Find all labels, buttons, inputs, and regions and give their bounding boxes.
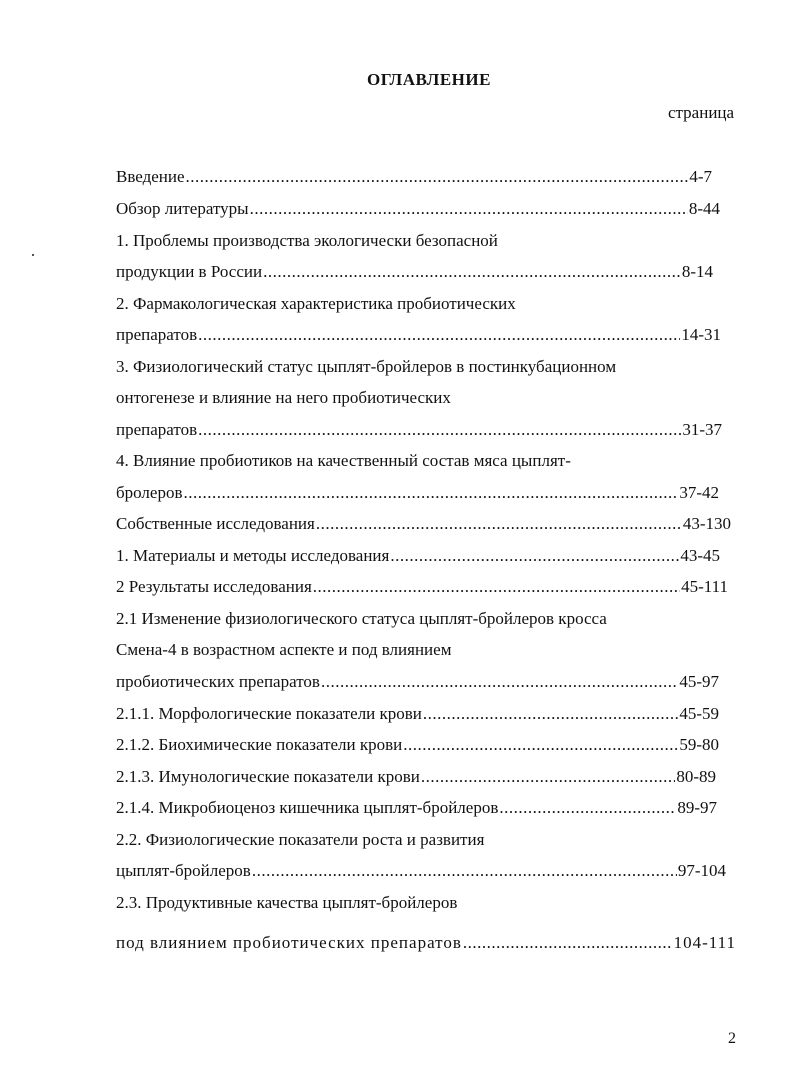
leader-dots	[321, 671, 678, 693]
leader-dots	[421, 766, 675, 788]
toc-entry-section-2	[116, 324, 721, 346]
toc-entry-text: 2.1.2. Биохимические показатели крови	[116, 735, 403, 754]
toc-entry-section-2-2	[116, 860, 726, 882]
leader-dots	[463, 932, 673, 954]
toc-entry-line: 2.1 Изменение физиологического статуса цыплят-бройлеров кросса	[116, 609, 607, 628]
toc-entry-pages: 31-37	[682, 420, 722, 439]
leader-dots	[263, 261, 681, 283]
leader-dots	[198, 419, 681, 441]
toc-entry-section-2-1-3	[116, 766, 716, 788]
toc-entry-section-2-1	[116, 671, 719, 693]
toc-entry-text: бролеров	[116, 483, 183, 502]
toc-entry-text: препаратов	[116, 420, 198, 439]
toc-entry-text: 2.1.3. Имунологические показатели крови	[116, 767, 420, 786]
toc-entry-section-4	[116, 482, 719, 504]
toc-entry-pages: 43-45	[680, 546, 720, 565]
toc-entry-line: 3. Физиологический статус цыплят-бройлеров в постинкубационном	[116, 357, 617, 376]
toc-entry-results	[116, 576, 728, 598]
toc-entry-pages: 8-14	[681, 262, 713, 281]
toc-entry-pages: 43-130	[682, 514, 731, 533]
leader-dots	[250, 198, 688, 220]
toc-entry-text: 2.1.4. Микробиоценоз кишечника цыплят-бройлеров	[116, 798, 499, 817]
toc-entry-text: продукции в России	[116, 262, 263, 281]
toc-entry-literature-review	[116, 198, 720, 220]
toc-entry-pages: 59-80	[679, 735, 719, 754]
toc-entry-text: пробиотических препаратов	[116, 672, 320, 691]
leader-dots	[183, 482, 678, 504]
toc-entry-text: Собственные исследования	[116, 514, 315, 533]
toc-entry-text: под влиянием пробиотических препаратов	[116, 933, 462, 952]
toc-entry-line: 4. Влияние пробиотиков на качественный состав мяса цыплят-	[116, 451, 571, 470]
toc-entry-pages: 97-104	[677, 861, 726, 880]
toc-entry-pages: 104-111	[673, 933, 736, 952]
toc-entry-line: 2.2. Физиологические показатели роста и развития	[116, 830, 485, 849]
toc-entry-line: 1. Проблемы производства экологически безопасной	[116, 231, 498, 250]
toc-entry-materials-methods	[116, 545, 720, 567]
toc-entry-text: препаратов	[116, 325, 198, 344]
leader-dots	[499, 797, 676, 819]
leader-dots	[423, 703, 678, 725]
leader-dots	[186, 166, 689, 188]
leader-dots	[316, 513, 682, 535]
leader-dots	[390, 545, 679, 567]
toc-entry-pages: 89-97	[677, 798, 717, 817]
toc-entry-text: 2 Результаты исследования	[116, 577, 312, 596]
toc-entry-own-research	[116, 513, 731, 535]
toc-entry-section-1	[116, 261, 713, 283]
toc-entry-pages: 14-31	[681, 325, 721, 344]
toc-entry-pages: 37-42	[679, 483, 719, 502]
toc-entry-section-2-1-1	[116, 703, 719, 725]
page-column-label: страница	[668, 103, 735, 122]
toc-entry-text: 2.1.1. Морфологические показатели крови	[116, 704, 422, 723]
toc-entry-text: цыплят-бройлеров	[116, 861, 251, 880]
leader-dots	[313, 576, 680, 598]
toc-entry-pages: 4-7	[689, 167, 712, 186]
toc-entry-text: Введение	[116, 167, 185, 186]
toc-entry-pages: 8-44	[688, 199, 720, 218]
toc-entry-pages: 45-97	[679, 672, 719, 691]
toc-title: ОГЛАВЛЕНИЕ	[367, 70, 491, 89]
toc-entry-line: онтогенезе и влияние на него пробиотических	[116, 388, 451, 407]
toc-entry-pages: 45-111	[681, 577, 728, 596]
toc-entry-line: Смена-4 в возрастном аспекте и под влиянием	[116, 640, 452, 659]
scan-speck	[32, 254, 34, 256]
toc-entry-section-3	[116, 419, 722, 441]
leader-dots	[198, 324, 680, 346]
leader-dots	[252, 860, 677, 882]
page-number: 2	[728, 1030, 736, 1047]
toc-entry-pages: 80-89	[676, 767, 716, 786]
toc-entry-section-2-3	[116, 932, 736, 954]
toc-entry-pages: 45-59	[679, 704, 719, 723]
toc-entry-text: 1. Материалы и методы исследования	[116, 546, 390, 565]
toc-entry-line: 2.3. Продуктивные качества цыплят-бройлеров	[116, 893, 458, 912]
toc-entry-section-2-1-2	[116, 734, 719, 756]
toc-entry-section-2-1-4	[116, 797, 717, 819]
toc-entry-line: 2. Фармакологическая характеристика пробиотических	[116, 294, 516, 313]
toc-entry-text: Обзор литературы	[116, 199, 249, 218]
toc-entry-introduction	[116, 166, 712, 188]
leader-dots	[403, 734, 678, 756]
